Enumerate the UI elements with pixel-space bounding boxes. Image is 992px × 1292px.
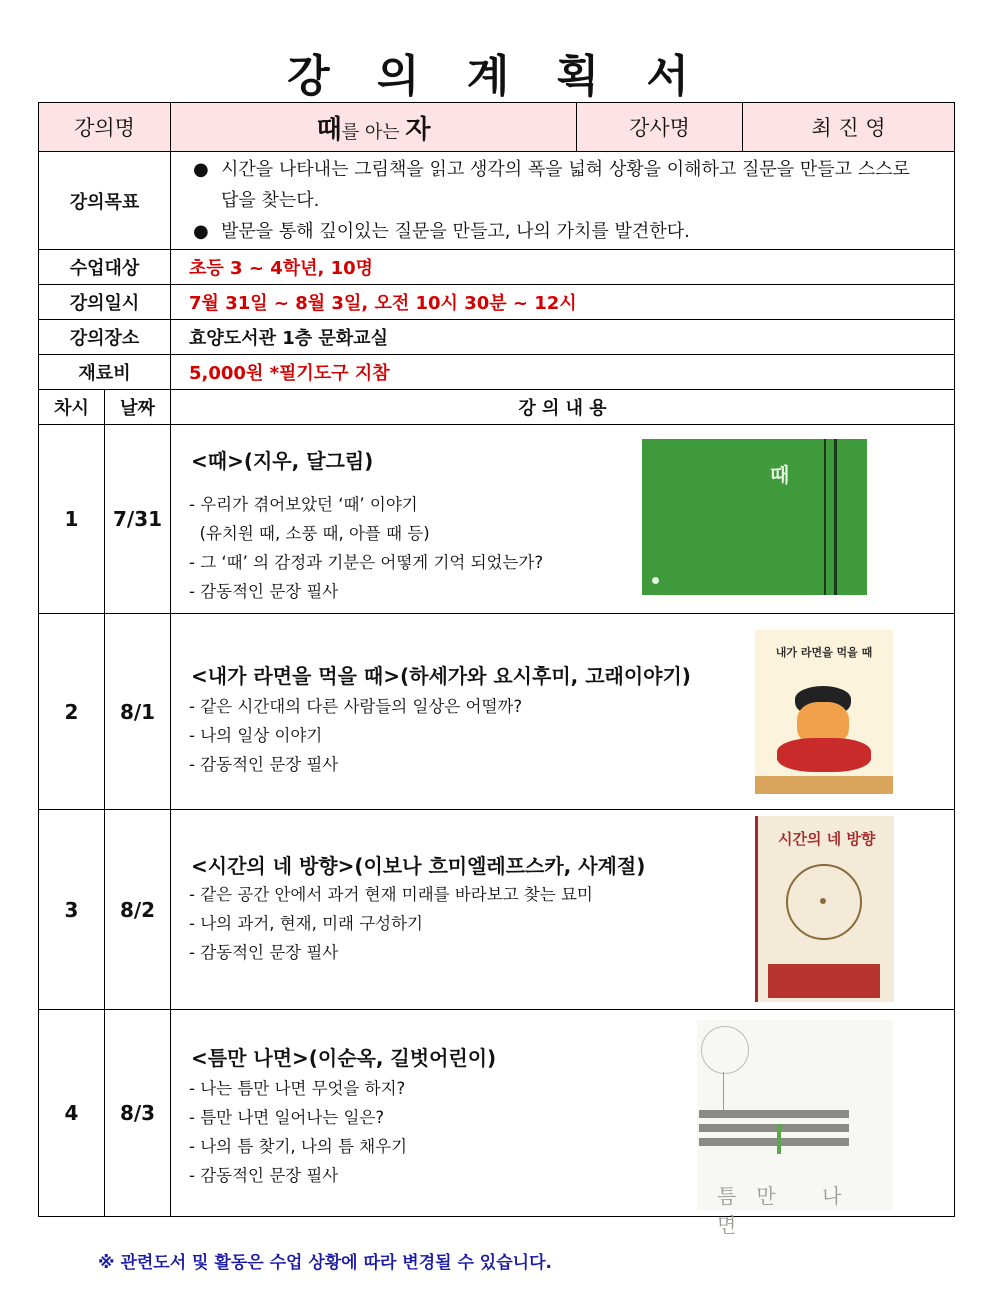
activity-item: - 같은 공간 안에서 과거 현재 미래를 바라보고 찾는 묘미 (189, 885, 593, 904)
goal-item: 발문을 통해 깊이있는 질문을 만들고, 나의 가치를 발견한다. (221, 221, 690, 242)
session-content (171, 1010, 955, 1237)
fee-value: 5,000원 *필기도구 지참 (171, 355, 955, 390)
page-title: 강 의 계 획 서 (287, 51, 705, 102)
session-date: 7/31 (105, 425, 171, 614)
book-cover-image (697, 1020, 893, 1237)
activity-item: - 감동적인 문장 필사 (189, 1166, 339, 1185)
bullet-icon: ● (193, 159, 209, 180)
place-value: 효양도서관 1층 문화교실 (171, 320, 955, 355)
lecture-plan-table (38, 102, 955, 1237)
date-value: 7월 31일 ~ 8월 3일, 오전 10시 30분 ~ 12시 (171, 285, 955, 320)
session-row (39, 614, 955, 810)
session-number: 3 (39, 810, 105, 1010)
place-label: 강의장소 (39, 320, 171, 355)
activity-item: (유치원 때, 소풍 때, 아플 때 등) (189, 524, 430, 543)
activity-list (189, 880, 593, 967)
session-number: 2 (39, 614, 105, 810)
target-row (39, 250, 955, 285)
target-value: 초등 3 ~ 4학년, 10명 (171, 250, 955, 285)
session-row (39, 810, 955, 1010)
session-content (171, 810, 955, 1010)
fee-row (39, 355, 955, 390)
book-cover-image (642, 439, 867, 595)
content-col-header: 강 의 내 용 (171, 390, 955, 425)
session-number: 1 (39, 425, 105, 614)
book-title: <내가 라면을 먹을 때>(하세가와 요시후미, 고래이야기) (191, 664, 691, 688)
goal-item: 시간을 나타내는 그림책을 읽고 생각의 폭을 넓혀 상황을 이해하고 질문을 만들고 스스로 답을 찾는다. (221, 159, 910, 211)
goal-row (39, 152, 955, 250)
session-date: 8/1 (105, 614, 171, 810)
activity-list (189, 1074, 407, 1190)
instructor-name: 최 진 영 (743, 103, 955, 152)
book-title: <틈만 나면>(이순옥, 길벗어린이) (191, 1046, 497, 1070)
cover-title: 내가 라면을 먹을 때 (775, 646, 873, 659)
course-label: 강의명 (39, 103, 171, 152)
fee-label: 재료비 (39, 355, 171, 390)
session-col-header: 차시 (39, 390, 105, 425)
book-cover-image (755, 816, 894, 1002)
activity-list (189, 490, 543, 606)
activity-item: - 틈만 나면 일어나는 일은? (189, 1108, 385, 1127)
schedule-header-row (39, 390, 955, 425)
book-title: <시간의 네 방향>(이보나 흐미엘레프스카, 사계절) (191, 854, 646, 878)
footnote: ※ 관련도서 및 활동은 수업 상황에 따라 변경될 수 있습니다. (98, 1253, 552, 1273)
target-label: 수업대상 (39, 250, 171, 285)
cover-title: 시간의 네 방향 (778, 830, 876, 848)
bullet-icon: ● (193, 221, 209, 242)
activity-item: - 같은 시간대의 다른 사람들의 일상은 어떨까? (189, 697, 523, 716)
activity-item: - 나의 틈 찾기, 나의 틈 채우기 (189, 1137, 408, 1156)
cover-title: 때 (770, 463, 790, 487)
place-row (39, 320, 955, 355)
session-content (171, 614, 955, 810)
header-row (39, 103, 955, 152)
activity-item: - 나의 과거, 현재, 미래 구성하기 (189, 914, 423, 933)
date-row (39, 285, 955, 320)
date-label: 강의일시 (39, 285, 171, 320)
session-row (39, 425, 955, 614)
activity-item: - 감동적인 문장 필사 (189, 755, 339, 774)
activity-item: - 나의 일상 이야기 (189, 726, 323, 745)
session-number: 4 (39, 1010, 105, 1217)
session-date: 8/2 (105, 810, 171, 1010)
book-cover-image (755, 630, 893, 794)
instructor-label: 강사명 (577, 103, 743, 152)
cover-title: 틈만 나면 (717, 1184, 862, 1237)
activity-item: - 감동적인 문장 필사 (189, 582, 339, 601)
date-col-header: 날짜 (105, 390, 171, 425)
activity-item: - 감동적인 문장 필사 (189, 943, 339, 962)
activity-list (189, 692, 522, 779)
course-name: 때를 아는 자 (171, 103, 577, 152)
goal-label: 강의목표 (39, 152, 171, 250)
activity-item: - 우리가 겪어보았던 ‘때’ 이야기 (189, 495, 418, 514)
session-date: 8/3 (105, 1010, 171, 1217)
book-title: <때>(지우, 달그림) (191, 449, 374, 473)
activity-item: - 그 ‘때’ 의 감정과 기분은 어떻게 기억 되었는가? (189, 553, 544, 572)
activity-item: - 나는 틈만 나면 무엇을 하지? (189, 1079, 406, 1098)
session-row (39, 1010, 955, 1217)
goal-content (171, 152, 955, 250)
session-content (171, 425, 955, 614)
